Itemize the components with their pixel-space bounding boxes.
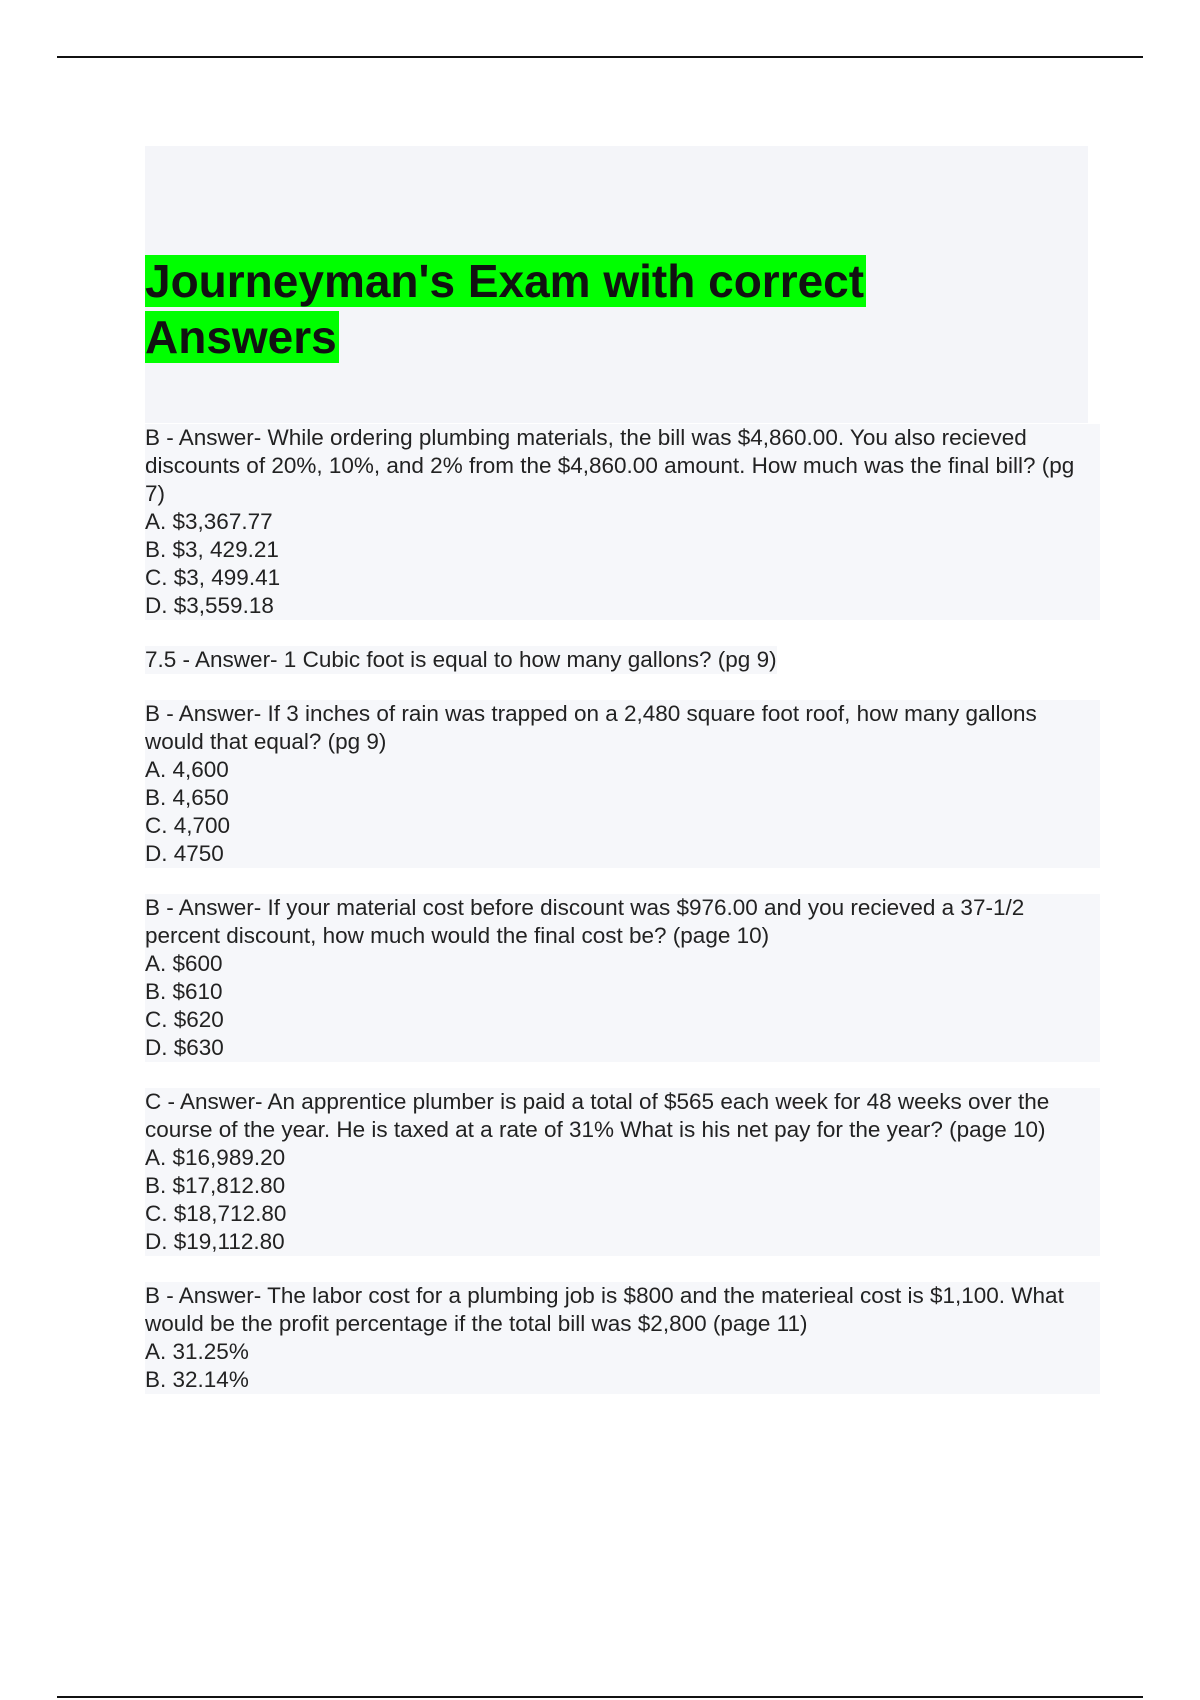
- answer-option: D. $3,559.18: [145, 593, 274, 618]
- answer-option: A. $3,367.77: [145, 509, 273, 534]
- title-highlight-line2: Answers: [145, 311, 337, 363]
- question-text: 7.5 - Answer- 1 Cubic foot is equal to how many gallons? (pg 9): [145, 647, 777, 672]
- answer-option: C. $620: [145, 1007, 224, 1032]
- title-block: [145, 146, 1088, 423]
- question-text: B - Answer- If 3 inches of rain was trapped on a 2,480 square foot roof, how many gallons would that equal? (pg 9): [145, 701, 1037, 754]
- answer-option: B. $610: [145, 979, 223, 1004]
- answer-option: C. 4,700: [145, 813, 231, 838]
- answer-option: D. 4750: [145, 841, 224, 866]
- answer-option: B. $3, 429.21: [145, 537, 279, 562]
- question-item: [145, 1088, 1100, 1256]
- answer-option: B. 32.14%: [145, 1367, 249, 1392]
- document-title: [145, 253, 945, 365]
- question-item: [145, 1282, 1100, 1394]
- question-list: [145, 424, 1100, 1420]
- answer-option: D. $630: [145, 1035, 224, 1060]
- answer-option: C. $3, 499.41: [145, 565, 281, 590]
- question-text: B - Answer- The labor cost for a plumbing job is $800 and the materieal cost is $1,100. What would be the profit percentage if the total bill was $2,800 (page 11): [145, 1283, 1064, 1336]
- answer-option: A. 31.25%: [145, 1339, 249, 1364]
- question-text: B - Answer- While ordering plumbing materials, the bill was $4,860.00. You also recieved discounts of 20%, 10%, and 2% from the $4,860.00 amount. How much was the final bill? (pg 7): [145, 425, 1075, 506]
- answer-option: B. $17,812.80: [145, 1173, 286, 1198]
- answer-option: C. $18,712.80: [145, 1201, 287, 1226]
- title-highlight-line1: Journeyman's Exam with correct: [145, 255, 865, 307]
- question-text: B - Answer- If your material cost before discount was $976.00 and you recieved a 37-1/2 percent discount, how much would the final cost be? (page 10): [145, 895, 1025, 948]
- question-text: C - Answer- An apprentice plumber is paid a total of $565 each week for 48 weeks over the course of the year. He is taxed at a rate of 31% What is his net pay for the year? (page 10): [145, 1089, 1050, 1142]
- question-item: [145, 424, 1100, 620]
- question-item: [145, 894, 1100, 1062]
- answer-option: D. $19,112.80: [145, 1229, 285, 1254]
- question-item: [145, 646, 777, 674]
- top-rule: [57, 56, 1143, 58]
- answer-option: A. $16,989.20: [145, 1145, 286, 1170]
- answer-option: A. 4,600: [145, 757, 229, 782]
- answer-option: A. $600: [145, 951, 223, 976]
- question-item: [145, 700, 1100, 868]
- bottom-rule: [57, 1696, 1143, 1698]
- answer-option: B. 4,650: [145, 785, 229, 810]
